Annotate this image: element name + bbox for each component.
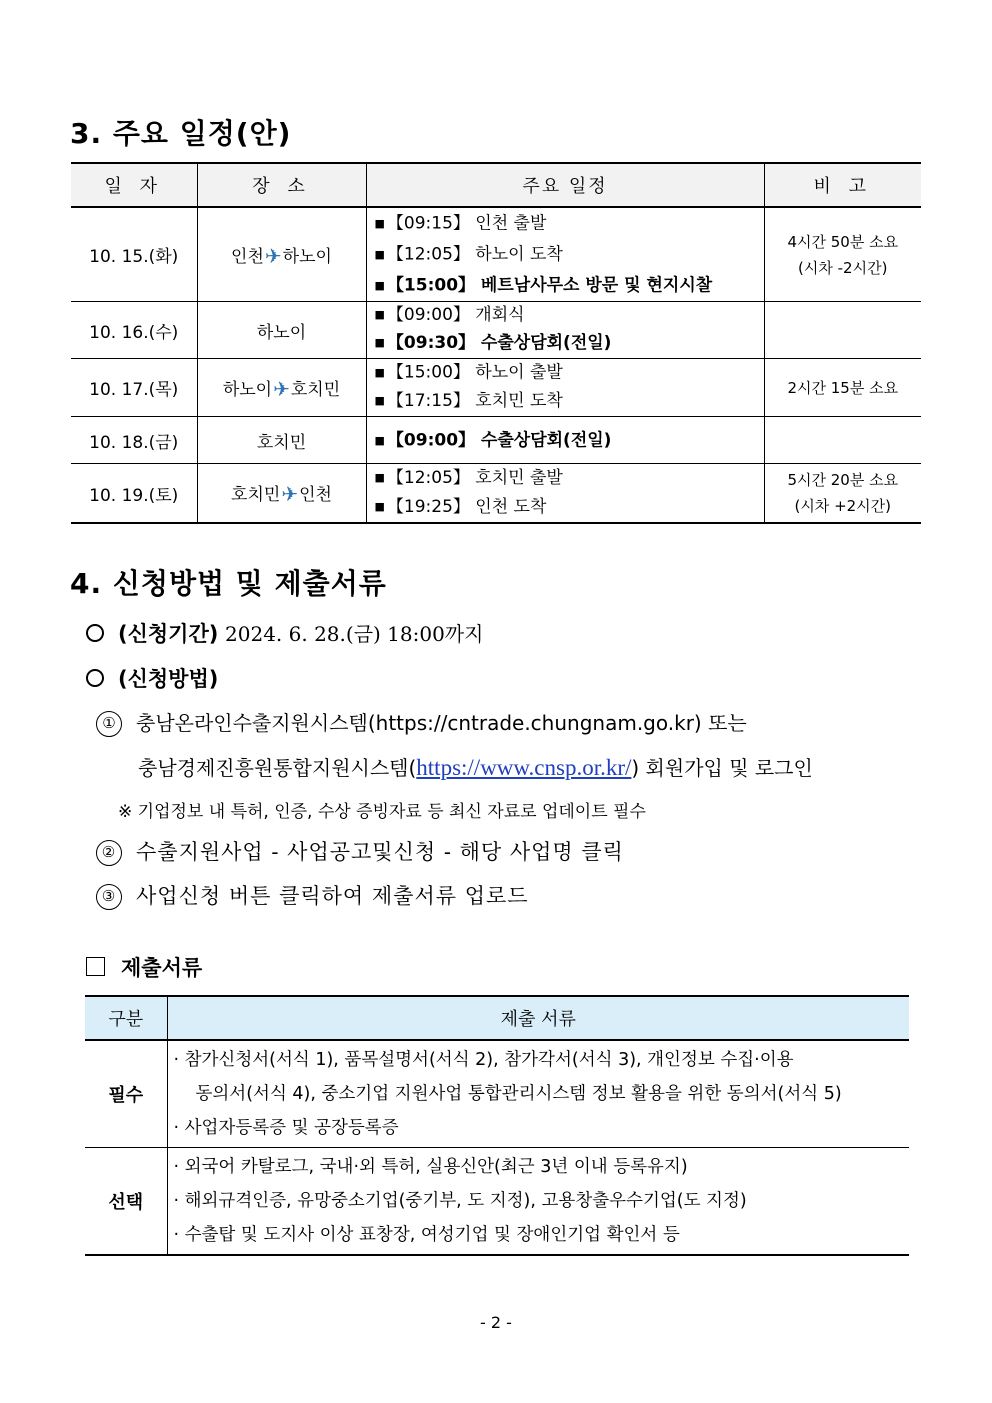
note-line: 5시간 20분 소요 bbox=[787, 471, 899, 489]
circle-bullet-icon bbox=[86, 624, 104, 642]
row-note bbox=[764, 464, 921, 524]
place-to: 인천 bbox=[299, 485, 332, 505]
application-period bbox=[86, 618, 483, 648]
event-item: ■ 【17:15】 호치민 도착 bbox=[374, 391, 563, 411]
section-4-title: 4. 신청방법 및 제출서류 bbox=[70, 567, 387, 600]
header-schedule: 주요 일정 bbox=[366, 163, 764, 207]
event-item: ■ 【15:00】 베트남사무소 방문 및 현지시찰 bbox=[374, 275, 713, 296]
table-row bbox=[71, 302, 921, 359]
step-2-text: 수출지원사업 - 사업공고및신청 - 해당 사업명 클릭 bbox=[136, 840, 624, 864]
row-date: 10. 18.(금) bbox=[71, 417, 197, 464]
period-label: (신청기간) bbox=[118, 622, 219, 646]
row-events bbox=[366, 464, 764, 524]
event-item: ■ 【09:00】 개회식 bbox=[374, 305, 525, 325]
table-row bbox=[71, 417, 921, 464]
step-1-continued bbox=[138, 752, 813, 781]
docs-category: 필수 bbox=[85, 1040, 167, 1148]
step-1-text: 충남온라인수출지원시스템(https://cntrade.chungnam.go.kr) 또는 bbox=[136, 711, 747, 735]
event-item: ■ 【19:25】 인천 도착 bbox=[374, 497, 547, 517]
row-events bbox=[366, 207, 764, 302]
docs-list bbox=[167, 1148, 909, 1256]
row-place bbox=[197, 207, 366, 302]
table-row bbox=[71, 207, 921, 302]
row-note bbox=[764, 359, 921, 417]
period-value: 2024. 6. 28.(금) 18:00까지 bbox=[225, 622, 484, 646]
step-3 bbox=[96, 880, 529, 910]
table-row bbox=[85, 1148, 909, 1256]
row-note bbox=[764, 302, 921, 359]
airplane-icon: ✈ bbox=[264, 243, 282, 268]
row-events bbox=[366, 417, 764, 464]
doc-item: 동의서(서식 4), 중소기업 지원사업 통합관리시스템 정보 활용을 위한 동의서(서식 5) bbox=[195, 1084, 842, 1104]
header-place: 장 소 bbox=[197, 163, 366, 207]
event-item: ■ 【09:30】 수출상담회(전일) bbox=[374, 333, 612, 353]
docs-category: 선택 bbox=[85, 1148, 167, 1256]
cnsp-link[interactable]: https://www.cnsp.or.kr/ bbox=[416, 755, 632, 780]
method-label: (신청방법) bbox=[118, 667, 219, 691]
row-date: 10. 15.(화) bbox=[71, 207, 197, 302]
table-row bbox=[85, 1040, 909, 1148]
row-note bbox=[764, 207, 921, 302]
page-number: - 2 - bbox=[480, 1313, 512, 1332]
airplane-icon: ✈ bbox=[273, 376, 290, 401]
event-item: ■ 【15:00】 하노이 출발 bbox=[374, 362, 563, 383]
event-item: ■ 【09:15】 인천 출발 bbox=[374, 213, 547, 234]
place-to: 호치민 bbox=[290, 379, 341, 400]
section-3-title: 3. 주요 일정(안) bbox=[70, 117, 292, 150]
row-date: 10. 17.(목) bbox=[71, 359, 197, 417]
doc-item: · 사업자등록증 및 공장등록증 bbox=[173, 1118, 399, 1138]
step-number: ② bbox=[96, 840, 122, 866]
schedule-header-row bbox=[71, 163, 921, 207]
row-place bbox=[197, 417, 366, 464]
note-line: 2시간 15분 소요 bbox=[787, 378, 899, 397]
header-category: 구분 bbox=[85, 996, 167, 1040]
row-date: 10. 19.(토) bbox=[71, 464, 197, 524]
header-note: 비 고 bbox=[764, 163, 921, 207]
application-method bbox=[86, 663, 218, 693]
schedule-table bbox=[71, 162, 921, 524]
docs-heading bbox=[86, 952, 202, 982]
circle-bullet-icon bbox=[86, 669, 104, 687]
place-from: 호치민 bbox=[256, 432, 307, 453]
square-bullet-icon bbox=[86, 957, 105, 976]
row-date: 10. 16.(수) bbox=[71, 302, 197, 359]
header-documents: 제출 서류 bbox=[167, 996, 909, 1040]
row-events bbox=[366, 359, 764, 417]
table-row bbox=[71, 464, 921, 524]
place-from: 하노이 bbox=[222, 379, 273, 400]
step-3-text: 사업신청 버튼 클릭하여 제출서류 업로드 bbox=[136, 884, 529, 908]
airplane-icon: ✈ bbox=[281, 482, 299, 506]
step-number: ① bbox=[96, 711, 122, 737]
row-events bbox=[366, 302, 764, 359]
row-note bbox=[764, 417, 921, 464]
header-date: 일 자 bbox=[71, 163, 197, 207]
place-from: 호치민 bbox=[231, 485, 281, 505]
row-place bbox=[197, 359, 366, 417]
step-1-text-post: ) 회원가입 및 로그인 bbox=[631, 756, 813, 780]
docs-title: 제출서류 bbox=[121, 956, 203, 980]
update-note: ※ 기업정보 내 특허, 인증, 수상 증빙자료 등 최신 자료로 업데이트 필수 bbox=[118, 802, 646, 822]
doc-item: · 외국어 카탈로그, 국내·외 특허, 실용신안(최근 3년 이내 등록유지) bbox=[173, 1157, 688, 1177]
note-line: 4시간 50분 소요 bbox=[787, 232, 899, 251]
place-from: 인천 bbox=[231, 246, 264, 267]
row-place bbox=[197, 302, 366, 359]
doc-item: · 수출탑 및 도지사 이상 표창장, 여성기업 및 장애인기업 확인서 등 bbox=[173, 1225, 680, 1245]
step-2 bbox=[96, 836, 624, 866]
event-item: ■ 【09:00】 수출상담회(전일) bbox=[374, 430, 612, 450]
table-row bbox=[71, 359, 921, 417]
note-line: (시차 +2시간) bbox=[794, 497, 892, 515]
note-line: (시차 -2시간) bbox=[798, 258, 888, 277]
documents-table bbox=[85, 995, 909, 1256]
event-item: ■ 【12:05】 하노이 도착 bbox=[374, 244, 563, 265]
doc-item: · 해외규격인증, 유망중소기업(중기부, 도 지정), 고용창출우수기업(도 지정) bbox=[173, 1191, 747, 1211]
step-number: ③ bbox=[96, 884, 122, 910]
docs-list bbox=[167, 1040, 909, 1148]
place-to: 하노이 bbox=[282, 246, 332, 267]
docs-header-row bbox=[85, 996, 909, 1040]
row-place bbox=[197, 464, 366, 524]
place-from: 하노이 bbox=[256, 322, 307, 343]
event-item: ■ 【12:05】 호치민 출발 bbox=[374, 468, 563, 488]
step-1-text-pre: 충남경제진흥원통합지원시스템( bbox=[138, 756, 417, 780]
doc-item: · 참가신청서(서식 1), 품목설명서(서식 2), 참가각서(서식 3), 개인정보 수집·이용 bbox=[173, 1050, 794, 1070]
step-1 bbox=[96, 707, 747, 737]
